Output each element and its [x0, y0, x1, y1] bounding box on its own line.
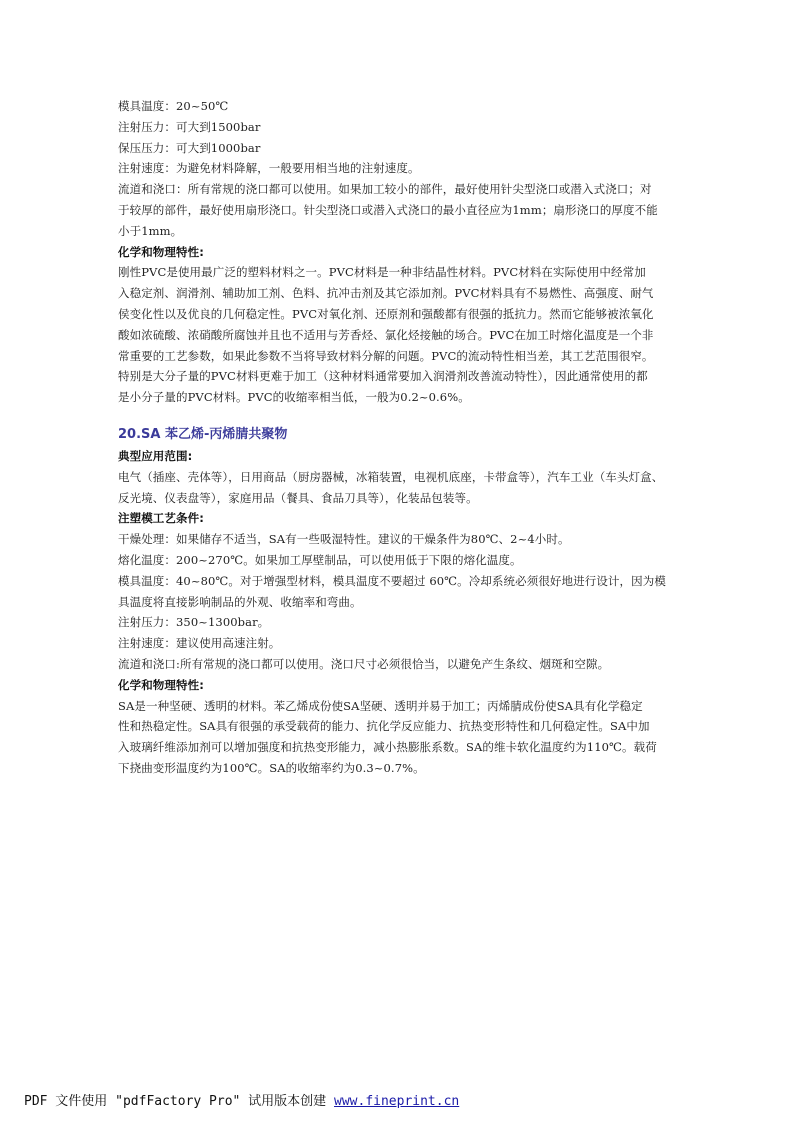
- pvc-chem-line: 常重要的工艺参数，如果此参数不当将导致材料分解的问题。PVC的流动特性相当差，其工艺范围很窄。: [118, 348, 654, 363]
- pvc-injection-pressure: 注射压力：可大到1500bar: [118, 119, 261, 134]
- document-page: [118, 96, 684, 779]
- footer-link[interactable]: www.fineprint.cn: [334, 1094, 460, 1109]
- sa-mold-temperature-line: 模具温度：40~80℃。对于增强型材料，模具温度不要超过 60℃。冷却系统必须很好地进行设计，因为模: [118, 573, 666, 588]
- pvc-mold-temperature: 模具温度：20~50℃: [118, 99, 229, 113]
- pvc-chem-line: 入稳定剂、润滑剂、辅助加工剂、色料、抗冲击剂及其它添加剂。PVC材料具有不易燃性、高强度、耐气: [118, 286, 654, 301]
- pvc-chem-line: 侯变化性以及优良的几何稳定性。PVC对氧化剂、还原剂和强酸都有很强的抵抗力。然而它能够被浓氧化: [118, 306, 654, 321]
- pvc-runner-gate-line: 流道和浇口：所有常规的浇口都可以使用。如果加工较小的部件，最好使用针尖型浇口或潜入式浇口；对: [118, 182, 652, 197]
- pvc-runner-gate-line: 于较厚的部件，最好使用扇形浇口。针尖型浇口或潜入式浇口的最小直径应为1mm；扇形浇口的厚度不能: [118, 202, 658, 217]
- sa-runner-gate: 流道和浇口:所有常规的浇口都可以使用。浇口尺寸必须很恰当，以避免产生条纹、烟斑和空隙。: [118, 656, 610, 671]
- sa-section-title: 20.SA 苯乙烯-丙烯腈共聚物: [118, 426, 288, 442]
- sa-chem-heading: 化学和物理特性:: [118, 677, 204, 692]
- sa-chem-line: 性和热稳定性。SA具有很强的承受载荷的能力、抗化学反应能力、抗热变形特性和几何稳定性。SA中加: [118, 719, 650, 734]
- sa-chem-line: SA是一种坚硬、透明的材料。苯乙烯成份使SA坚硬、透明并易于加工；丙烯腈成份使SA具有化学稳定: [118, 698, 643, 713]
- sa-process-heading: 注塑模工艺条件:: [118, 511, 204, 526]
- sa-injection-speed: 注射速度：建议使用高速注射。: [118, 636, 281, 651]
- pvc-chem-line: 是小分子量的PVC材料。PVC的收缩率相当低，一般为0.2~0.6%。: [118, 390, 470, 405]
- sa-chem-line: 入玻璃纤维添加剂可以增加强度和抗热变形能力，减小热膨胀系数。SA的维卡软化温度约为110℃。载荷: [118, 740, 657, 755]
- pdf-footer: [24, 1092, 459, 1112]
- sa-typical-line: 电气（插座、壳体等），日用商品（厨房器械，冰箱装置，电视机底座，卡带盒等），汽车工业（车头灯盒、: [118, 469, 664, 484]
- sa-melt-temperature: 熔化温度：200~270℃。如果加工厚壁制品，可以使用低于下限的熔化温度。: [118, 552, 522, 567]
- sa-drying: 干燥处理：如果储存不适当，SA有一些吸湿特性。建议的干燥条件为80℃、2~4小时。: [118, 532, 570, 547]
- sa-mold-temperature-line: 具温度将直接影响制品的外观、收缩率和弯曲。: [118, 594, 362, 609]
- pvc-chem-line: 刚性PVC是使用最广泛的塑料材料之一。PVC材料是一种非结晶性材料。PVC材料在实际使用中经常加: [118, 265, 646, 280]
- sa-typical-line: 反光境、仪表盘等），家庭用品（餐具、食品刀具等），化装品包装等。: [118, 490, 478, 505]
- pvc-injection-speed: 注射速度：为避免材料降解，一般要用相当地的注射速度。: [118, 161, 420, 176]
- sa-chem-line: 下挠曲变形温度约为100℃。SA的收缩率约为0.3~0.7%。: [118, 760, 425, 775]
- pvc-chem-heading: 化学和物理特性:: [118, 244, 204, 259]
- pvc-chem-line: 酸如浓硫酸、浓硝酸所腐蚀并且也不适用与芳香烃、氯化烃接触的场合。PVC在加工时熔化温度是一个非: [118, 327, 654, 342]
- sa-injection-pressure: 注射压力：350~1300bar。: [118, 615, 270, 630]
- pvc-holding-pressure: 保压压力：可大到1000bar: [118, 140, 261, 155]
- footer-text: PDF 文件使用 "pdfFactory Pro" 试用版本创建: [24, 1094, 335, 1109]
- pvc-runner-gate-line: 小于1mm。: [118, 223, 183, 238]
- sa-typical-heading: 典型应用范围:: [118, 448, 193, 463]
- pvc-chem-line: 特别是大分子量的PVC材料更难于加工（这种材料通常要加入润滑剂改善流动特性），因此通常使用的都: [118, 369, 648, 384]
